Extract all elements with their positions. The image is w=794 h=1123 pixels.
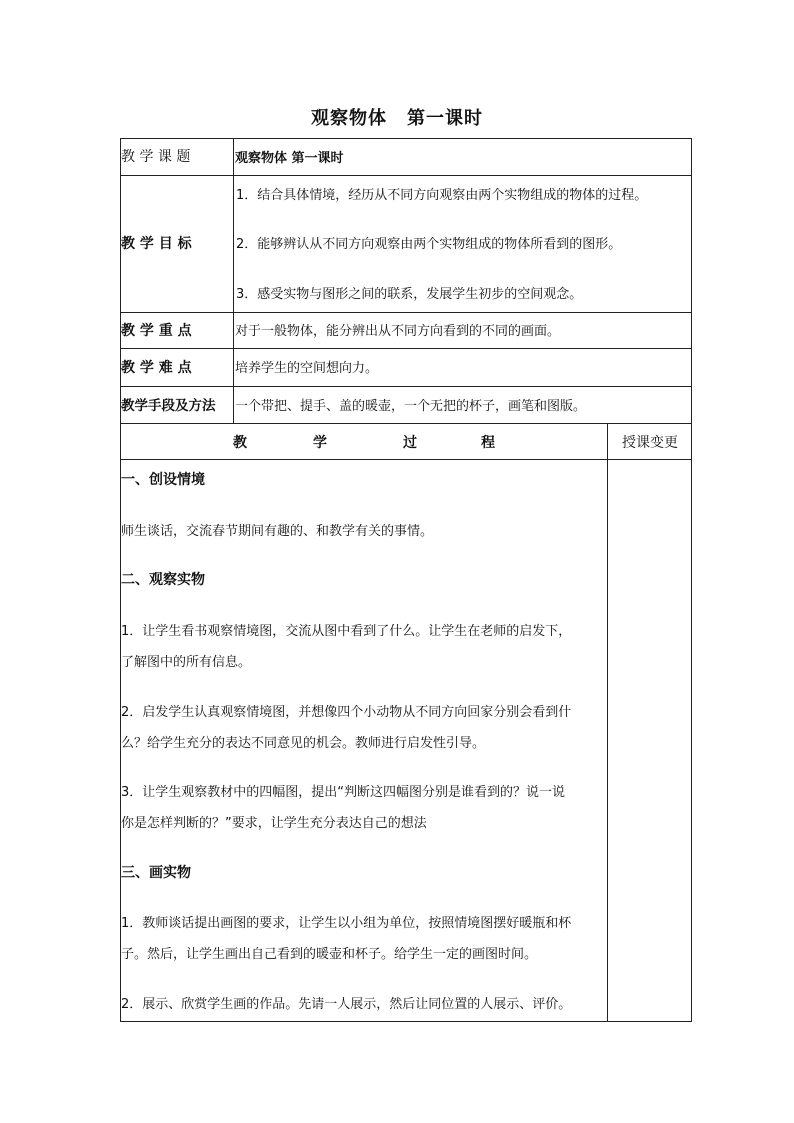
label-column-divider	[233, 138, 234, 423]
key-points-value: 对于一般物体，能分辨出从不同方向看到的不同的画面。	[235, 324, 561, 339]
goal-item: 3．感受实物与图形之间的联系，发展学生初步的空间观念。	[236, 287, 583, 302]
paragraph-line: 么？给学生充分的表达不同意见的机会。教师进行启发性引导。	[121, 736, 486, 751]
paragraph-line: 3．让学生观察教材中的四幅图，提出“判断这四幅图分别是谁看到的？说一说	[121, 785, 566, 800]
process-header-char: 学	[313, 435, 327, 451]
difficulties-label: 教 学 难 点	[121, 360, 192, 376]
section-heading: 二、观察实物	[121, 572, 205, 588]
paragraph-line: 2．启发学生认真观察情境图，并想像四个小动物从不同方向回家分别会看到什	[121, 705, 572, 720]
section-heading: 一、创设情境	[121, 472, 205, 488]
process-header-char: 程	[481, 435, 495, 451]
row-divider	[120, 386, 692, 387]
process-header-char: 教	[233, 435, 247, 451]
document-title	[0, 104, 794, 130]
changes-header: 授课变更	[622, 435, 678, 451]
goal-item: 2．能够辨认从不同方向观察由两个实物组成的物体所看到的图形。	[236, 237, 622, 252]
difficulties-value: 培养学生的空间想向力。	[235, 361, 379, 376]
section-heading: 三、画实物	[121, 865, 191, 881]
topic-label: 教 学 课 题	[121, 149, 191, 165]
row-divider	[120, 175, 692, 176]
paragraph-line: 了解图中的所有信息。	[121, 655, 252, 670]
goal-item: 1．结合具体情境，经历从不同方向观察由两个实物组成的物体的过程。	[236, 188, 648, 203]
row-divider	[120, 312, 692, 313]
paragraph-line: 1．让学生看书观察情境图，交流从图中看到了什么。让学生在老师的启发下，	[121, 624, 572, 639]
paragraph-line: 你是怎样判断的？”要求，让学生充分表达自己的想法	[121, 816, 427, 831]
methods-value: 一个带把、提手、盖的暖壶，一个无把的杯子，画笔和图版。	[235, 399, 587, 414]
paragraph-line: 师生谈话，交流春节期间有趣的、和教学有关的事情。	[121, 524, 434, 539]
process-header-char: 过	[403, 435, 417, 451]
row-divider	[120, 348, 692, 349]
paragraph-line: 2．展示、欣赏学生画的作品。先请一人展示，然后让同位置的人展示、评价。	[121, 997, 572, 1012]
goals-label: 教 学 目 标	[121, 236, 192, 252]
topic-value: 观察物体 第一课时	[235, 151, 344, 166]
title-lesson: 第一课时	[407, 108, 483, 129]
paragraph-line: 子。然后，让学生画出自己看到的暖壶和杯子。给学生一定的画图时间。	[121, 947, 538, 962]
paragraph-line: 1．教师谈话提出画图的要求，让学生以小组为单位，按照情境图摆好暖瓶和杯	[121, 916, 572, 931]
methods-label: 教学手段及方法	[121, 398, 216, 414]
changes-column-divider	[607, 423, 608, 1022]
key-points-label: 教 学 重 点	[121, 323, 192, 339]
title-topic: 观察物体	[311, 108, 387, 129]
